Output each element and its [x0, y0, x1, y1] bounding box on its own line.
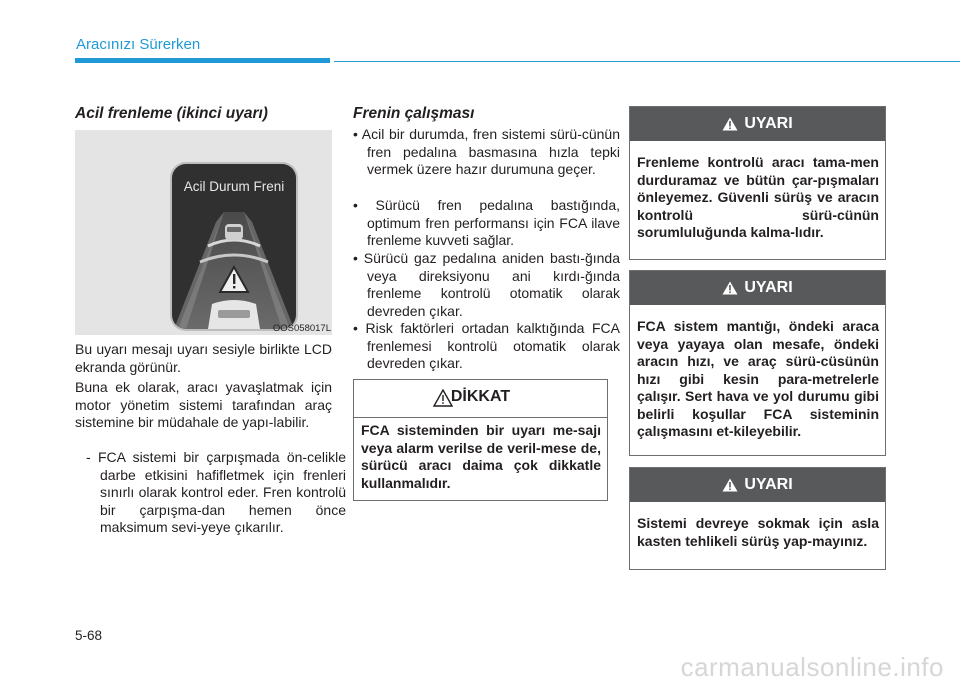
list-item: • Acil bir durumda, fren sistemi sürü-cünün fren pedalına basmasına hızla tepki vermek üzere hazır durumuna geçer. [353, 126, 620, 177]
caution-box [353, 379, 608, 501]
left-heading: Acil frenleme (ikinci uyarı) [75, 105, 268, 122]
warning-title: UYARI [744, 476, 793, 493]
warning-icon [722, 478, 738, 492]
watermark-text: carmanualsonline.info [680, 652, 944, 682]
caution-title: DİKKAT [450, 388, 511, 405]
warning-box-3 [629, 467, 886, 570]
own-car-icon [208, 300, 260, 329]
warning-icon [722, 281, 738, 295]
warning-text: Sistemi devreye sokmak için asla kasten tehlikeli sürüş yap-mayınız. [637, 515, 879, 549]
road-scene-graphic [172, 164, 296, 329]
warning-text: FCA sistem mantığı, öndeki araca veya yayaya olan mesafe, öndeki aracın hızı, ve araç sürü-cüsünün hızı gibi kesin para-metrelerle çalışır. Sert hava ve yol durumu gibi belirli koşullar FCA sisteminin çalışmasını et-kileyebilir. [637, 318, 879, 439]
para-engine-intervention: Buna ek olarak, aracı yavaşlatmak için motor yönetim sistemi tarafından araç sistemine bir müdahale de yapı-labilir. [75, 379, 332, 430]
middle-heading: Frenin çalışması [353, 105, 475, 122]
warning-box-1 [629, 106, 886, 260]
warning-text: Frenleme kontrolü aracı tama-men durduramaz ve bütün çar-pışmaları önleyemez. Güvenli sürüş ve aracın kontrolü sürü-cünün sorumluluğunda kalma-lıdır. [637, 154, 879, 240]
lcd-message: Acil Durum Freni [183, 179, 285, 194]
image-code: OOS058017L [272, 323, 331, 334]
warning-box-2 [629, 270, 886, 456]
warning-header [630, 107, 885, 141]
car-ahead-icon [225, 224, 243, 240]
sub-item-fca-braking: - FCA sistemi bir çarpışmada ön-celikle darbe etkisini hafifletmek için frenleri sınırlı olarak kontrol eder. Fren kontrolü bir çarpışma-dan hemen önce maksimum sevi-yeye çıkarılır. [86, 449, 346, 535]
list-item: • Sürücü gaz pedalına aniden bastı-ğında veya direksiyonu ani kırdı-ğında frenleme kontrolü otomatik olarak devreden çıkar. [353, 250, 620, 319]
section-header-title: Aracınızı Sürerken [76, 36, 201, 53]
page-number: 5-68 [75, 628, 103, 643]
warning-header [630, 271, 885, 305]
warning-header [630, 468, 885, 502]
list-item: • Sürücü fren pedalına bastığında, optimum fren performansı için FCA ilave frenleme kuvveti sağlar. [353, 197, 620, 248]
caution-text: FCA sisteminden bir uyarı me-sajı veya alarm verilse de veril-mese de, sürücü aracı daima çok dikkatle kullanmalıdır. [361, 422, 601, 491]
dashboard-illustration [75, 130, 332, 335]
warning-icon [722, 117, 738, 131]
lcd-screen [172, 164, 296, 329]
para-lcd-message: Bu uyarı mesajı uyarı sesiyle birlikte LCD ekranda görünür. [75, 341, 332, 375]
header-rule [334, 61, 960, 62]
list-item: • Risk faktörleri ortadan kalktığında FCA frenlemesi kontrolü otomatik olarak devreden çıkar. [353, 320, 620, 371]
header-accent-bar [75, 58, 330, 63]
warning-title: UYARI [744, 279, 793, 296]
warning-title: UYARI [744, 115, 793, 132]
